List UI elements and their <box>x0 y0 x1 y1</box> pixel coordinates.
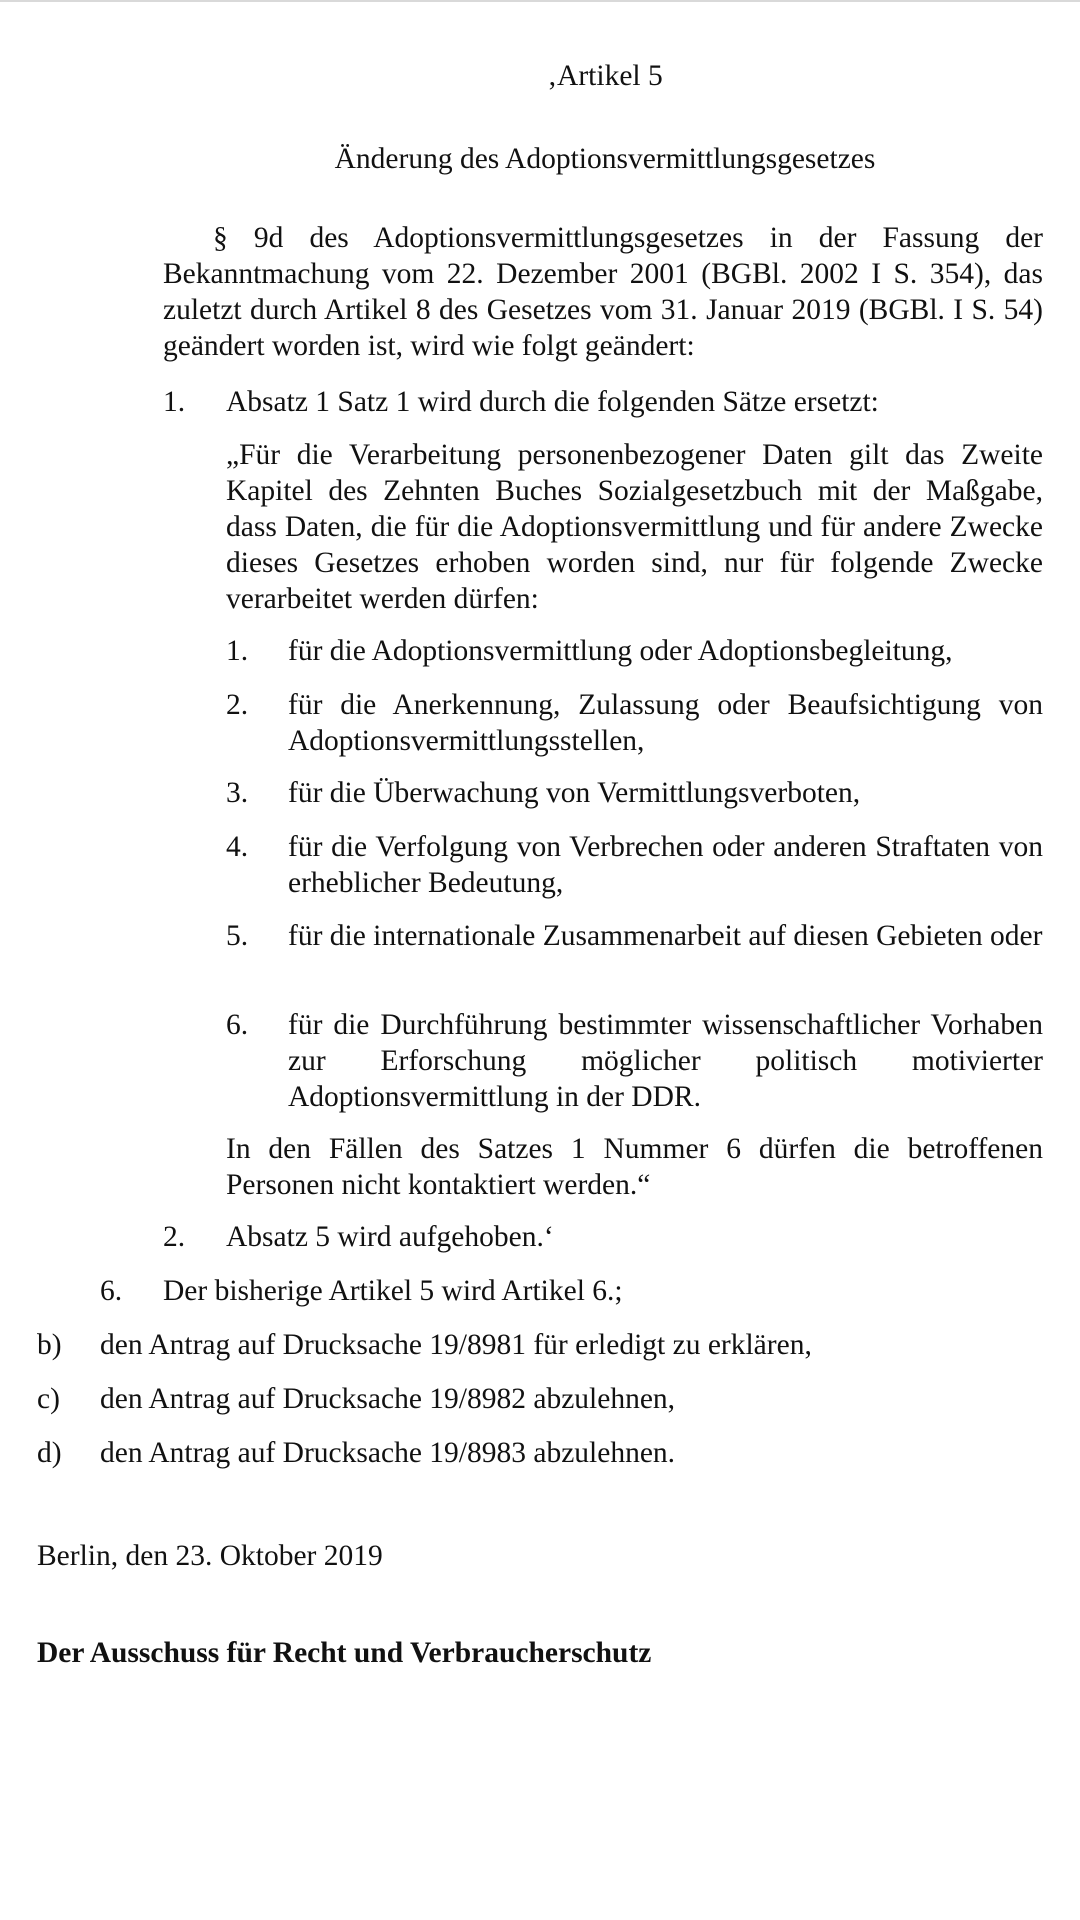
committee-name: Der Ausschuss für Recht und Verbraucherschutz <box>37 1637 652 1669</box>
purpose-1-number: 1. <box>226 635 249 667</box>
motion-c-letter: c) <box>37 1383 60 1415</box>
purpose-2-text: für die Anerkennung, Zulassung oder Beaufsichtigung von Adoptionsvermittlungsstellen, <box>288 689 1043 757</box>
article-heading: ‚Artikel 5 <box>547 60 663 92</box>
motion-b-text: den Antrag auf Drucksache 19/8981 für erledigt zu erklären, <box>100 1329 812 1361</box>
intro-paragraph: § 9d des Adoptionsvermittlungsgesetzes in der Fassung der Bekanntmachung vom 22. Dezember 2001 (BGBl. 2002 I S. 354), das zuletzt durch Artikel 8 des Gesetzes vom 31. Januar 2019 (BGBl. I S. 54) geändert worden ist, wird wie folgt geändert: <box>163 222 1043 362</box>
purpose-3-number: 3. <box>226 777 249 809</box>
quote-paragraph: „Für die Verarbeitung personenbezogener Daten gilt das Zweite Kapitel des Zehnten Buches Sozialgesetzbuch mit der Maßgabe, dass Daten, die für die Adoptionsvermittlung und für andere Zwecke dieses Gesetzes erhoben worden sind, nur für folgende Zwecke verarbeitet werden dürfen: <box>226 439 1043 615</box>
purpose-6-number: 6. <box>226 1009 249 1041</box>
motion-c-text: den Antrag auf Drucksache 19/8982 abzulehnen, <box>100 1383 676 1415</box>
page-top-border <box>0 0 1080 2</box>
item-1-text: Absatz 1 Satz 1 wird durch die folgenden Sätze ersetzt: <box>226 386 879 418</box>
item-2-number: 2. <box>163 1221 186 1253</box>
purpose-3-text: für die Überwachung von Vermittlungsverboten, <box>288 777 861 809</box>
purpose-5-text: für die internationale Zusammenarbeit auf diesen Gebieten oder <box>288 920 1043 952</box>
place-date: Berlin, den 23. Oktober 2019 <box>37 1540 383 1572</box>
purpose-2-number: 2. <box>226 689 249 721</box>
article-title: Änderung des Adoptionsvermittlungsgesetzes <box>334 143 876 175</box>
purpose-4-text: für die Verfolgung von Verbrechen oder anderen Straftaten von erheblicher Bedeutung, <box>288 831 1043 899</box>
purpose-5-number: 5. <box>226 920 249 952</box>
purpose-6-text: für die Durchführung bestimmter wissenschaftlicher Vorhaben zur Erforschung möglicher politisch motivierter Adoptionsvermittlung in der DDR. <box>288 1009 1043 1113</box>
item-6-number: 6. <box>100 1275 123 1307</box>
item-1-number: 1. <box>163 386 186 418</box>
motion-b-letter: b) <box>37 1329 62 1361</box>
purpose-1-text: für die Adoptionsvermittlung oder Adoptionsbegleitung, <box>288 635 953 667</box>
purpose-4-number: 4. <box>226 831 249 863</box>
item-6-text: Der bisherige Artikel 5 wird Artikel 6.; <box>163 1275 623 1307</box>
quote-closing-sentence: In den Fällen des Satzes 1 Nummer 6 dürfen die betroffenen Personen nicht kontaktiert werden.“ <box>226 1133 1043 1201</box>
motion-d-letter: d) <box>37 1437 62 1469</box>
motion-d-text: den Antrag auf Drucksache 19/8983 abzulehnen. <box>100 1437 676 1469</box>
item-2-text: Absatz 5 wird aufgehoben.‘ <box>226 1221 554 1253</box>
